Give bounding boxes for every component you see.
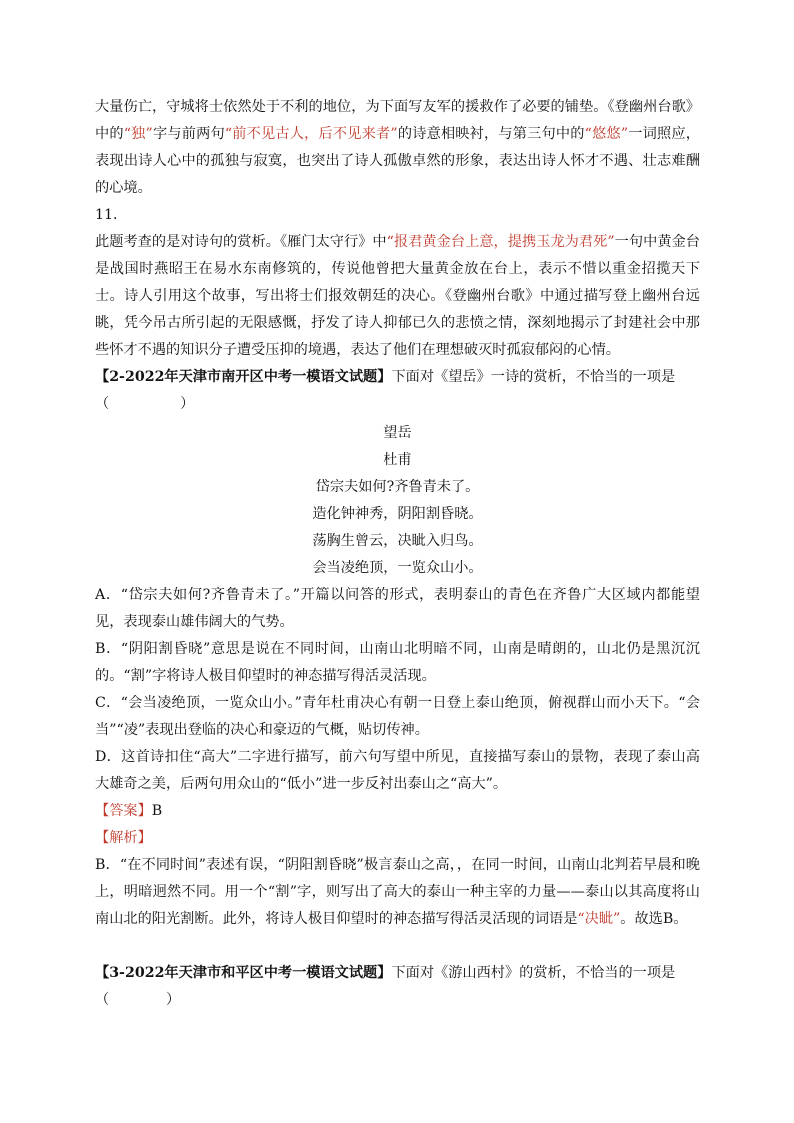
analysis-label-text: 【解析】 xyxy=(95,830,152,846)
question-text: 下面对《游山西村》的赏析，不恰当的一项是 xyxy=(391,965,676,981)
text-run: B．“在不同时间”表述有误，“阴阳割昏晓”极言泰山之高，，在同一时间，山南山北判若早晨和晚上，明暗迥然不同。用一个“割”字，则写出了高大的泰山一种主宰的力量——泰山以其高度将山南山北的阳光割断。此外，将诗人极目仰望时的神态描写得活灵活现的词语是 xyxy=(95,857,700,927)
question-2-stem xyxy=(95,364,700,391)
text-run: 此题考查的是对诗句的赏析。《雁门太守行》中 xyxy=(95,234,387,250)
analysis-paragraph-2 xyxy=(95,852,700,933)
text-run: 的诗意相映衬，与第三句中的 xyxy=(397,126,585,142)
analysis-paragraph-11 xyxy=(95,229,700,364)
highlight-text: “悠悠” xyxy=(584,126,629,142)
question-source: 【2-2022年天津市南开区中考一模语文试题】 xyxy=(95,369,392,385)
analysis-label xyxy=(95,825,700,852)
text-run: 一句中黄金台是战国时燕昭王在易水东南修筑的，传说他曾把大量黄金放在台上，表示不惜以重金招揽天下士。诗人引用这个故事，写出将士们报效朝廷的决心。《登幽州台歌》中通过描写登上幽州台远眺，凭今吊古所引起的无限感慨，抒发了诗人抑郁已久的悲愤之情，深刻地揭示了封建社会中那些怀才不遇的知识分子遭受压抑的境遇，表达了他们在理想破灭时孤寂郁闷的心情。 xyxy=(95,234,700,358)
poem-author: 杜甫 xyxy=(383,452,412,468)
text-run: 。故选B。 xyxy=(620,911,688,927)
question-source: 【3-2022年天津市和平区中考一模语文试题】 xyxy=(95,965,392,981)
question-text: 下面对《望岳》一诗的赏析，不恰当的一项是 xyxy=(391,369,676,385)
option-d: D．这首诗扣住“高大”二字进行描写，前六句写望中所见，直接描写泰山的景物，表现了泰山高大雄奇之美，后两句用众山的“低小”进一步反衬出泰山之“高大”。 xyxy=(95,749,700,792)
answer-paren: （ ） xyxy=(95,396,195,412)
highlight-text: “独” xyxy=(123,126,153,142)
option-a: A．“岱宗夫如何?齐鲁青未了。”开篇以问答的形式，表明泰山的青色在齐鲁广大区域内都能望见，表现泰山雄伟阔大的气势。 xyxy=(95,587,700,630)
answer-paren: （ ） xyxy=(95,992,181,1008)
option-b: B．“阴阳割昏晓”意思是说在不同时间，山南山北明暗不同，山南是晴朗的，山北仍是黑沉沉的。“割”字将诗人极目仰望时的神态描写得活灵活现。 xyxy=(95,641,700,684)
poem-line: 岱宗夫如何?齐鲁青未了。 xyxy=(315,479,480,495)
analysis-paragraph-10 xyxy=(95,94,700,202)
highlight-text: “报君黄金台上意，提携玉龙为君死” xyxy=(386,234,615,250)
poem-line: 会当凌绝顶，一览众山小。 xyxy=(312,560,483,576)
text-run: 一词照应，表现出诗人心中的孤独与寂寞，也突出了诗人孤傲卓然的形象，表达出诗人怀才不遇、壮志难酬的心境。 xyxy=(95,126,700,196)
answer-line xyxy=(95,798,700,825)
question-number-11: 11． xyxy=(95,207,128,223)
question-3-stem xyxy=(95,960,700,987)
answer-value: B xyxy=(151,803,163,819)
poem-title: 望岳 xyxy=(383,425,412,441)
highlight-text: “决眦” xyxy=(577,911,621,927)
poem-line: 造化钟神秀，阴阳割昏晓。 xyxy=(312,506,483,522)
text-run: 大量伤亡，守城将士依然处于不利的地位，为下面写友军的援救作了必要的铺垫。《登幽州台歌》中的 xyxy=(95,99,700,142)
answer-label: 【答案】 xyxy=(95,803,152,819)
poem-line: 荡胸生曾云，决眦入归鸟。 xyxy=(312,533,483,549)
option-c: C．“会当凌绝顶，一览众山小。”青年杜甫决心有朝一日登上泰山绝顶，俯视群山而小天下。“会当”“凌”表现出登临的决心和豪迈的气概，贴切传神。 xyxy=(95,695,700,738)
text-run: 字与前两句 xyxy=(152,126,225,142)
highlight-text: “前不见古人，后不见来者” xyxy=(224,126,398,142)
